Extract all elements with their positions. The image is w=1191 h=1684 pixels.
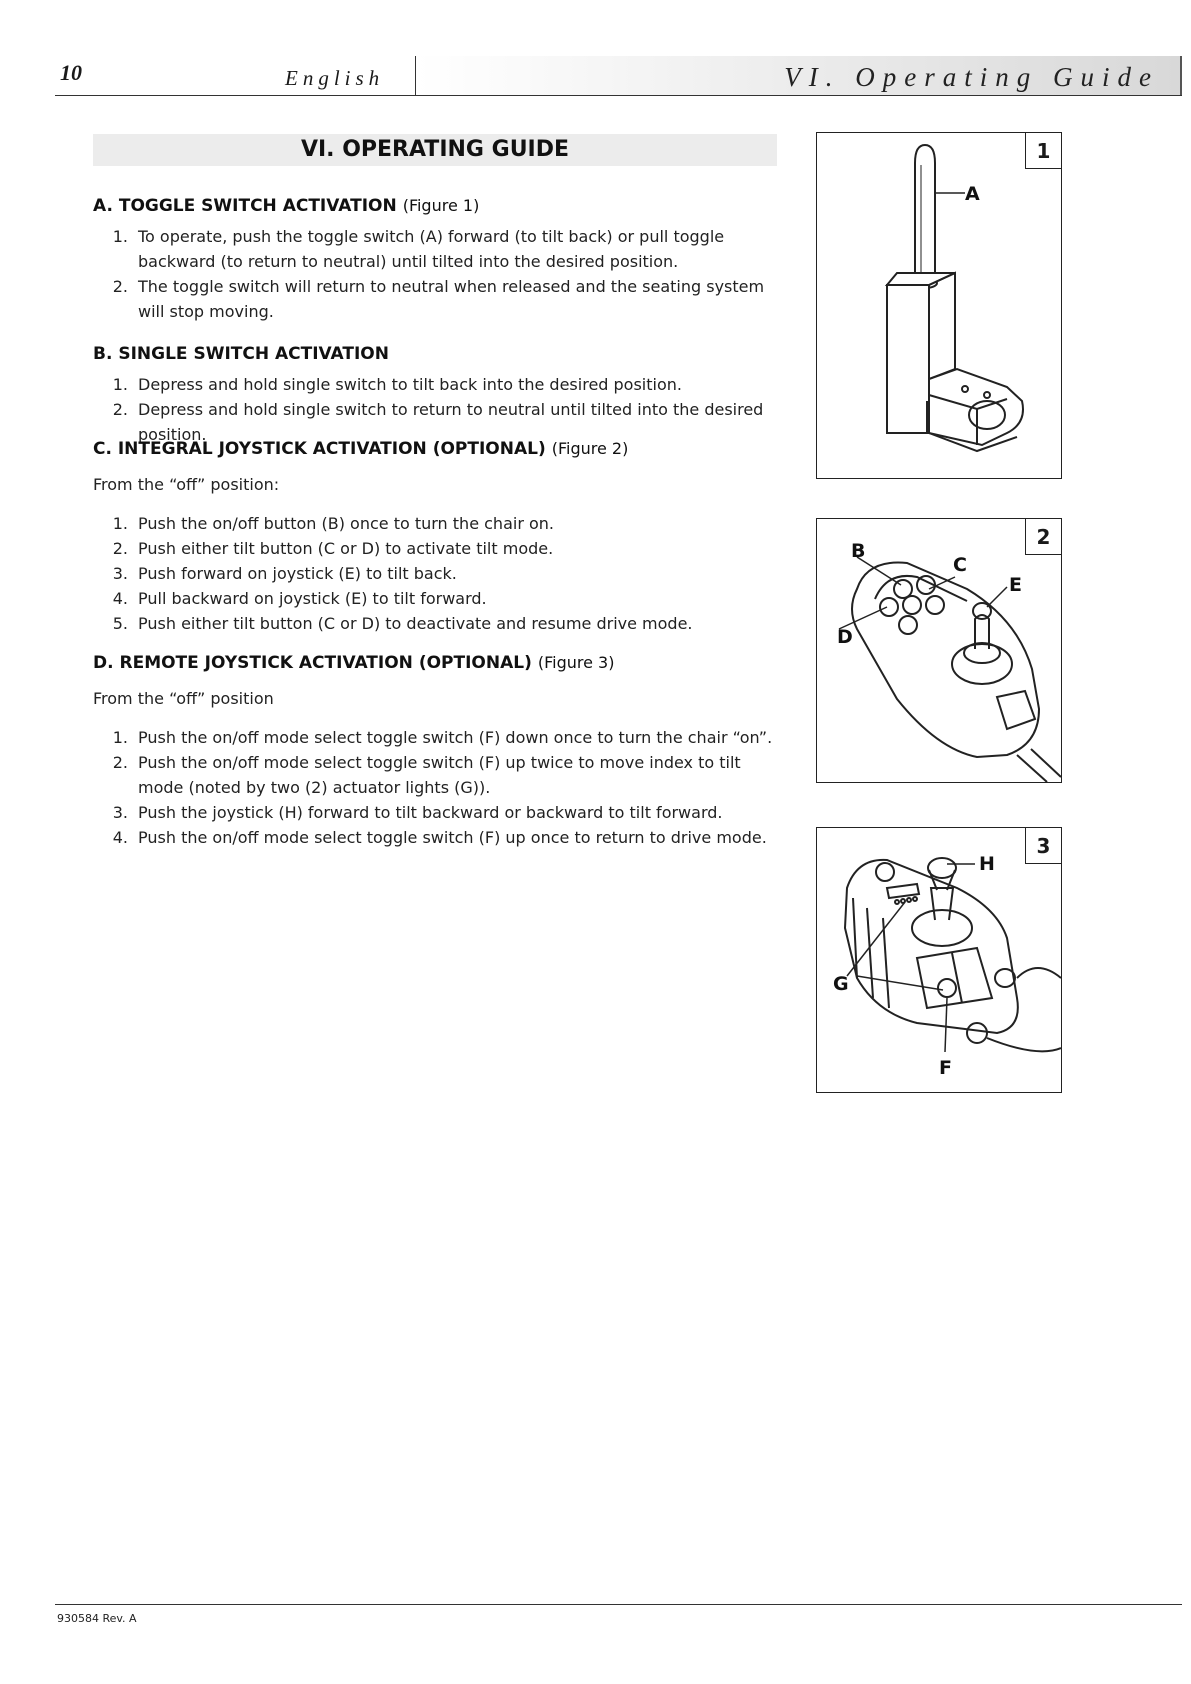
figure-3-remote-joystick: [816, 827, 1062, 1093]
footer-rule: [55, 1604, 1182, 1605]
step-number: 1.: [112, 227, 128, 246]
section-b-title: B. SINGLE SWITCH ACTIVATION: [93, 344, 389, 364]
step-number: 1.: [112, 375, 128, 394]
section-a-title: A. TOGGLE SWITCH ACTIVATION: [93, 196, 397, 216]
section-b-heading: [93, 344, 389, 364]
section-c-steps: [93, 511, 783, 636]
section-b-steps: [93, 372, 783, 447]
header-language: English: [285, 66, 385, 90]
label-g: G: [833, 973, 849, 995]
step-text: To operate, push the toggle switch (A) forward (to tilt back) or pull toggle backward (to return to neutral) until tilted into the desired position.: [138, 227, 725, 271]
step-number: 1.: [112, 728, 128, 747]
list-item: [93, 586, 783, 611]
label-e: E: [1009, 574, 1022, 596]
section-d-heading: [93, 653, 614, 673]
step-number: 2.: [112, 753, 128, 772]
step-text: Depress and hold single switch to return to neutral until tilted into the desired position.: [138, 400, 764, 444]
step-text: Push the on/off button (B) once to turn the chair on.: [138, 514, 554, 533]
step-number: 3.: [112, 803, 128, 822]
figure-1-toggle-switch: [816, 132, 1062, 479]
figure-number: 1: [1025, 133, 1061, 169]
header-rule: [55, 95, 1182, 96]
step-text: Depress and hold single switch to tilt back into the desired position.: [138, 375, 682, 394]
label-b: B: [851, 540, 866, 562]
list-item: [93, 611, 783, 636]
figure-number: 3: [1025, 828, 1061, 864]
step-number: 1.: [112, 514, 128, 533]
step-text: Push the on/off mode select toggle switch (F) up once to return to drive mode.: [138, 828, 767, 847]
step-number: 3.: [112, 564, 128, 583]
header-section-title: VI. Operating Guide: [784, 62, 1159, 92]
step-text: Push forward on joystick (E) to tilt back.: [138, 564, 457, 583]
section-a-figure-ref: (Figure 1): [402, 196, 480, 215]
step-number: 4.: [112, 589, 128, 608]
page-title: VI. OPERATING GUIDE: [300, 137, 570, 162]
section-d-steps: [93, 725, 783, 850]
section-d-title: D. REMOTE JOYSTICK ACTIVATION (OPTIONAL): [93, 653, 532, 673]
section-a-heading: [93, 196, 479, 216]
list-item: [93, 825, 783, 850]
section-a-steps: [93, 224, 783, 324]
list-item: [93, 800, 783, 825]
section-d-intro: From the “off” position: [93, 689, 274, 708]
header-right-edge: [1180, 56, 1182, 96]
step-number: 4.: [112, 828, 128, 847]
step-text: Push the joystick (H) forward to tilt backward or backward to tilt forward.: [138, 803, 723, 822]
page-number: 10: [60, 60, 82, 85]
label-c: C: [953, 554, 967, 576]
step-text: Push either tilt button (C or D) to activate tilt mode.: [138, 539, 554, 558]
toggle-switch-illustration: [817, 133, 1061, 478]
label-h: H: [979, 853, 995, 875]
step-text: Pull backward on joystick (E) to tilt forward.: [138, 589, 487, 608]
footer-doc-number: 930584 Rev. A: [57, 1612, 137, 1625]
label-a: A: [965, 183, 980, 205]
section-c-figure-ref: (Figure 2): [551, 439, 629, 458]
list-item: [93, 274, 783, 324]
section-c-intro: From the “off” position:: [93, 475, 280, 494]
section-c-heading: [93, 439, 628, 459]
figure-number: 2: [1025, 519, 1061, 555]
list-item: [93, 511, 783, 536]
list-item: [93, 536, 783, 561]
page-title-bar: [93, 134, 777, 166]
step-text: Push either tilt button (C or D) to deactivate and resume drive mode.: [138, 614, 693, 633]
step-number: 2.: [112, 539, 128, 558]
list-item: [93, 224, 783, 274]
section-c-title: C. INTEGRAL JOYSTICK ACTIVATION (OPTIONAL): [93, 439, 546, 459]
label-d: D: [837, 626, 853, 648]
step-number: 2.: [112, 400, 128, 419]
list-item: [93, 725, 783, 750]
list-item: [93, 372, 783, 397]
remote-joystick-illustration: [817, 828, 1061, 1092]
section-d-figure-ref: (Figure 3): [537, 653, 615, 672]
step-text: The toggle switch will return to neutral when released and the seating system will stop moving.: [138, 277, 765, 321]
figure-2-integral-joystick: [816, 518, 1062, 783]
step-text: Push the on/off mode select toggle switch (F) up twice to move index to tilt mode (noted by two (2) actuator lights (G)).: [138, 753, 741, 797]
step-number: 5.: [112, 614, 128, 633]
step-number: 2.: [112, 277, 128, 296]
list-item: [93, 561, 783, 586]
step-text: Push the on/off mode select toggle switch (F) down once to turn the chair “on”.: [138, 728, 773, 747]
label-f: F: [939, 1057, 952, 1079]
header-divider: [415, 56, 416, 96]
list-item: [93, 750, 783, 800]
integral-joystick-illustration: [817, 519, 1061, 782]
